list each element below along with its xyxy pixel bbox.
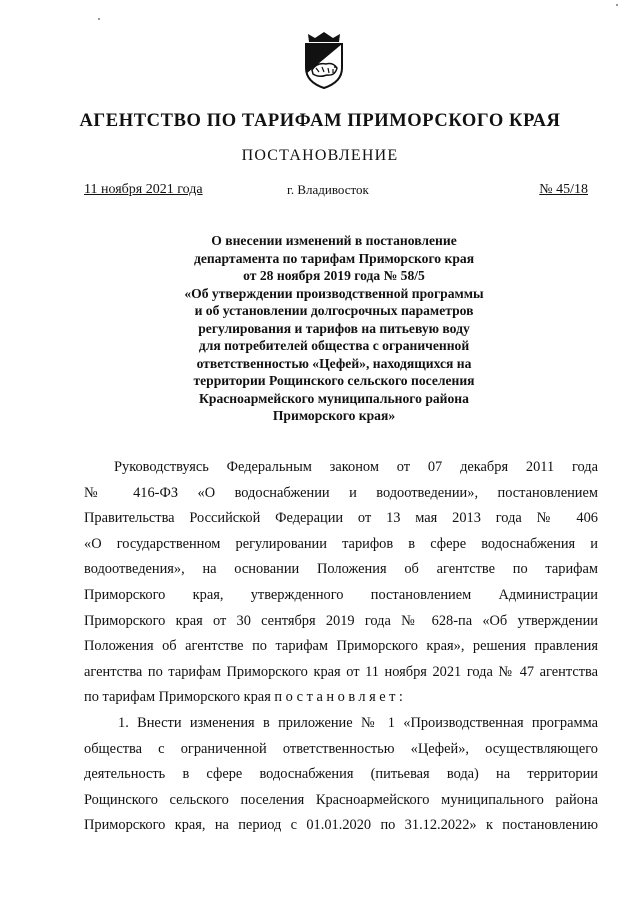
title-line: от 28 ноября 2019 года № 58/5 — [243, 268, 425, 283]
body-line: водоотведения», на основании Положения об агентстве по тарифам — [84, 561, 598, 578]
document-city: г. Владивосток — [287, 182, 369, 197]
document-type: ПОСТАНОВЛЕНИЕ — [241, 147, 399, 164]
title-line: регулирования и тарифов на питьевую воду — [198, 320, 470, 336]
title-line: «Об утверждении производственной программы — [184, 285, 484, 301]
title-line: и об установлении долгосрочных параметров — [194, 303, 474, 318]
body-line-text: по тарифам Приморского края — [84, 689, 275, 706]
body-line — [84, 685, 598, 711]
body-line: агентства по тарифам Приморского края от 11 ноября 2021 года № 47 агентства — [84, 663, 598, 680]
title-line: О внесении изменений в постановление — [211, 233, 457, 248]
document-body — [84, 455, 598, 839]
body-line: 1. Внести изменения в приложение № 1 «Производственная программа — [118, 714, 598, 731]
title-line: ответственностью «Цефей», находящихся на — [196, 355, 472, 371]
body-line: Рощинского сельского поселения Красноармейского муниципального района — [84, 791, 598, 808]
document-number: № 45/18 — [539, 182, 588, 197]
body-line: № 416-ФЗ «О водоснабжении и водоотведении», постановлением — [84, 484, 598, 501]
document-date: 11 ноября 2021 года — [84, 182, 203, 197]
body-line: Руководствуясь Федеральным законом от 07 декабря 2011 года — [114, 459, 598, 475]
body-line: деятельность в сфере водоснабжения (питьевая вода) на территории — [84, 766, 598, 783]
body-line: Приморского края, на период с 01.01.2020 по 31.12.2022» к постановлению — [84, 817, 598, 834]
scan-speck — [616, 4, 618, 6]
body-line: Положения об агентстве по тарифам Приморского края», решения правления — [84, 638, 598, 655]
title-line: территории Рощинского сельского поселения — [193, 373, 475, 388]
resolves-word: постановляет: — [274, 689, 407, 706]
body-line: Правительства Российской Федерации от 13 мая 2013 года № 406 — [84, 510, 598, 527]
body-line: общества с ограниченной ответственностью «Цефей», осуществляющего — [84, 740, 598, 757]
scan-speck — [98, 18, 100, 20]
tiger-coat-of-arms-icon — [299, 28, 349, 90]
title-line: Красноармейского муниципального района — [199, 390, 469, 406]
body-line: Приморского края от 30 сентября 2019 года № 628-па «Об утверждении — [84, 612, 598, 629]
title-line: департамента по тарифам Приморского края — [193, 250, 475, 266]
body-line: «О государственном регулировании тарифов в сфере водоснабжения и — [84, 535, 598, 552]
resolution-title — [170, 232, 498, 425]
title-line: Приморского края» — [272, 408, 396, 423]
body-line: Приморского края, утвержденного постановлением Администрации — [84, 586, 598, 603]
agency-name: АГЕНТСТВО ПО ТАРИФАМ ПРИМОРСКОГО КРАЯ — [79, 111, 561, 131]
title-line: для потребителей общества с ограниченной — [198, 338, 470, 353]
